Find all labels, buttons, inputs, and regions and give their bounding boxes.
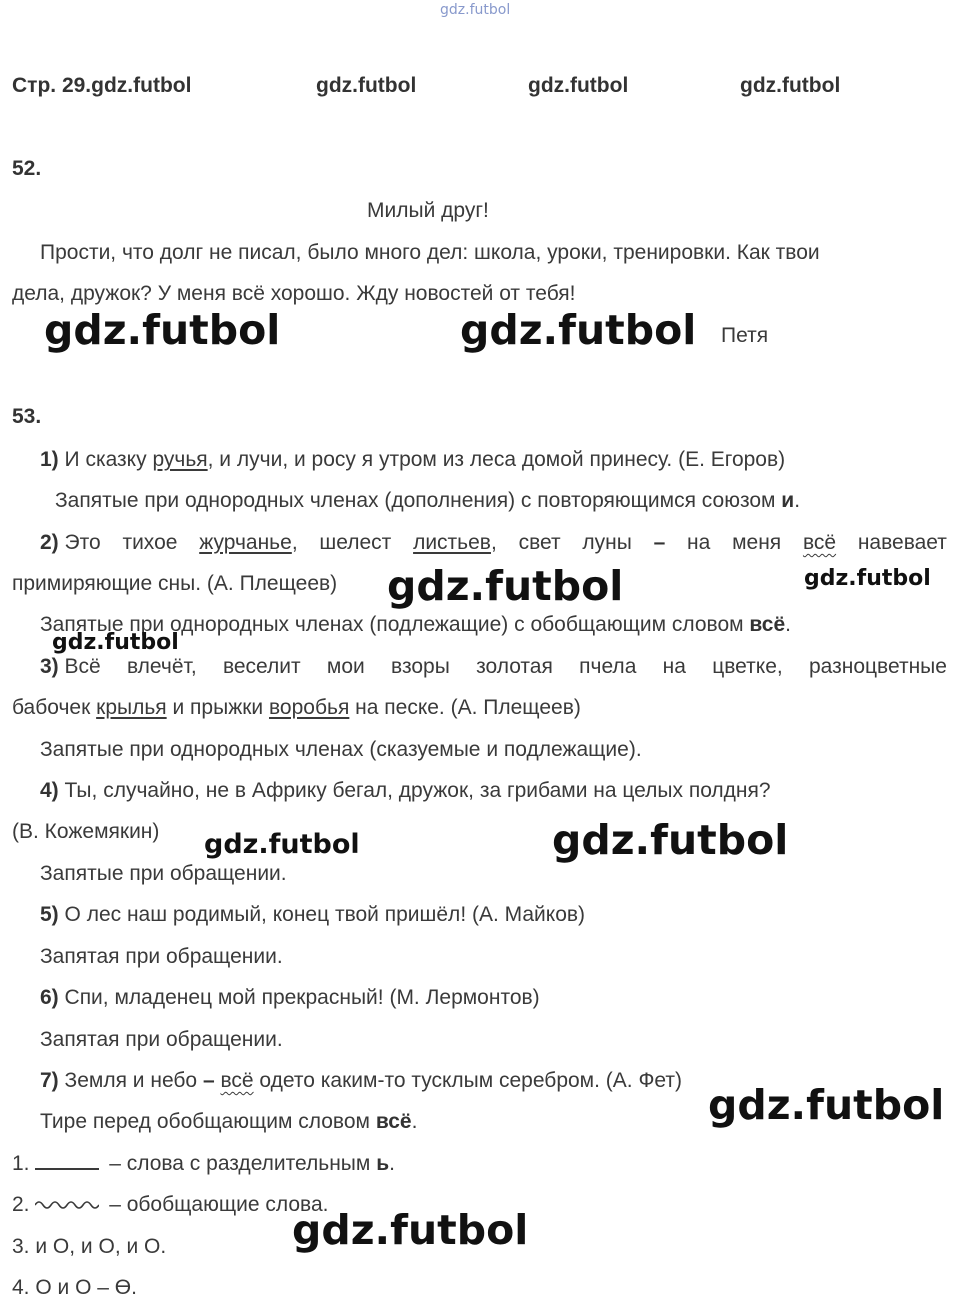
sentence-3-line-1: [40, 654, 947, 680]
letter-line-1: Прости, что долг не писал, было много дел: школа, уроки, тренировки. Как твои: [40, 241, 820, 264]
watermark-large-3: gdz.futbol: [387, 562, 624, 610]
page-number: Стр. 29.: [12, 74, 92, 97]
page-label: [12, 74, 191, 98]
watermark-large-5: gdz.futbol: [708, 1081, 945, 1129]
watermark-medium-1: gdz.futbol: [804, 566, 931, 591]
s2-word: шелест: [319, 531, 392, 554]
s3-word: на: [662, 655, 686, 678]
s3-word: пчела: [579, 655, 637, 678]
sentence-7-note-text: Тире перед обобщающим словом: [40, 1110, 376, 1133]
sentence-1-text-c: , и росу я утром из леса домой принесу. (Е. Егоров): [282, 448, 786, 471]
s2-word: тихое: [122, 531, 178, 554]
s3-word: влечёт,: [127, 655, 197, 678]
s2-word: меня: [732, 531, 782, 554]
wavy-underline-sample: [35, 1198, 99, 1212]
sentence-6-number: 6): [40, 986, 59, 1009]
sentence-1-number: 1): [40, 448, 59, 471]
legend-2: [12, 1192, 328, 1218]
sentence-1-underlined: ручья: [152, 448, 208, 471]
s2-word: свет: [518, 531, 561, 554]
s2-word: на: [687, 531, 711, 554]
sentence-1-note-bold: и: [781, 489, 795, 512]
sentence-3-note: Запятые при однородных членах (сказуемые и подлежащие).: [40, 738, 642, 761]
exercise-53-number: 53.: [12, 405, 42, 428]
header-watermark-inline: gdz.futbol: [91, 74, 192, 97]
letter-greeting: Милый друг!: [367, 199, 489, 222]
sentence-1-note: [55, 488, 800, 514]
watermark-medium-2: gdz.futbol: [52, 630, 179, 655]
sentence-7-note: [40, 1109, 417, 1135]
s3-word: разноцветные: [809, 655, 947, 678]
s3-underlined-1: крылья: [96, 696, 167, 719]
s3-word: 3) Всё: [40, 655, 101, 678]
header-watermark-1: gdz.futbol: [316, 74, 417, 97]
s3-text-c: на песке. (А. Плещеев): [349, 696, 581, 719]
sentence-7-note-end: .: [411, 1110, 418, 1133]
legend-2-number: 2.: [12, 1193, 30, 1216]
sentence-1-note-end: .: [794, 489, 801, 512]
sentence-2-note-text: Запятые при однородных членах (подлежащие) с обобщающим словом: [40, 613, 750, 636]
legend-1: [12, 1151, 395, 1177]
s2-word: всё: [802, 531, 837, 554]
s3-word: цветке,: [712, 655, 783, 678]
s2-word: –: [653, 531, 666, 554]
sentence-6-note: Запятая при обращении.: [40, 1028, 283, 1051]
s3-word: мои: [326, 655, 365, 678]
sentence-2-note-bold: всё: [749, 613, 786, 636]
legend-1-end: .: [389, 1152, 395, 1175]
sentence-5: [40, 902, 585, 928]
s3-text-b: и прыжки: [166, 696, 270, 719]
s3-word: веселит: [222, 655, 301, 678]
sentence-7-wavy: всё: [220, 1069, 254, 1092]
sentence-7-note-bold: всё: [375, 1110, 412, 1133]
legend-4: 4. О и О – Ө.: [12, 1276, 137, 1299]
sentence-2-line-2: примиряющие сны. (А. Плещеев): [12, 572, 338, 595]
sentence-7-text-b: одето каким-то тусклым серебром. (А. Фет): [253, 1069, 683, 1092]
sentence-7-dash: –: [202, 1069, 215, 1092]
legend-1-number: 1.: [12, 1152, 30, 1175]
sentence-4-line-1: [40, 778, 771, 804]
sentence-6-text: Спи, младенец мой прекрасный! (М. Лермонтов): [58, 986, 540, 1009]
sentence-5-number: 5): [40, 903, 59, 926]
header-watermark-3: gdz.futbol: [740, 74, 841, 97]
sentence-4-number: 4): [40, 779, 59, 802]
s3-word: золотая: [476, 655, 553, 678]
letter-line-2: дела, дружок? У меня всё хорошо. Жду новостей от тебя!: [12, 282, 576, 305]
underline-sample: [35, 1152, 99, 1170]
letter-signature: Петя: [721, 324, 769, 347]
watermark-large-2: gdz.futbol: [460, 306, 697, 354]
legend-1-text: – слова с разделительным: [103, 1152, 377, 1175]
s2-word: навевает: [857, 531, 947, 554]
legend-3: 3. и О, и О, и О.: [12, 1235, 167, 1258]
sentence-7-number: 7): [40, 1069, 59, 1092]
legend-2-text: – обобщающие слова.: [103, 1193, 329, 1216]
exercise-52-number: 52.: [12, 157, 42, 180]
s2-word: журчанье,: [199, 531, 298, 554]
s3-underlined-2: воробья: [269, 696, 350, 719]
sentence-4-note: Запятые при обращении.: [40, 862, 287, 885]
s3-word: взоры: [391, 655, 450, 678]
legend-1-bold: ь: [376, 1152, 390, 1175]
sentence-1-text-b: , и лучи: [207, 448, 283, 471]
s3-text-a: бабочек: [12, 696, 97, 719]
sentence-2-line-1: [40, 530, 947, 556]
header-watermark-2: gdz.futbol: [528, 74, 629, 97]
sentence-5-note: Запятая при обращении.: [40, 945, 283, 968]
watermark-large-1: gdz.futbol: [44, 306, 281, 354]
sentence-3-line-2: [12, 695, 581, 721]
sentence-1: [40, 447, 785, 473]
s2-word: 2) Это: [40, 531, 101, 554]
top-watermark: gdz.futbol: [440, 2, 511, 18]
sentence-6: [40, 985, 540, 1011]
sentence-1-note-text: Запятые при однородных членах (дополнения) с повторяющимся союзом: [55, 489, 782, 512]
sentence-5-text: О лес наш родимый, конец твой пришёл! (А. Майков): [58, 903, 586, 926]
watermark-medium-3: gdz.futbol: [204, 829, 360, 860]
sentence-7: [40, 1068, 682, 1094]
sentence-4-line-2: (В. Кожемякин): [12, 820, 160, 843]
sentence-2-note-end: .: [785, 613, 791, 636]
sentence-7-text-a: Земля и небо: [58, 1069, 203, 1092]
s2-word: луны: [582, 531, 632, 554]
sentence-1-text-a: И сказку: [58, 448, 153, 471]
sentence-4-text: Ты, случайно, не в Африку бегал, дружок, за грибами на целых полдня?: [58, 779, 771, 802]
watermark-large-6: gdz.futbol: [292, 1206, 529, 1254]
s2-word: листьев,: [413, 531, 497, 554]
watermark-large-4: gdz.futbol: [552, 816, 789, 864]
